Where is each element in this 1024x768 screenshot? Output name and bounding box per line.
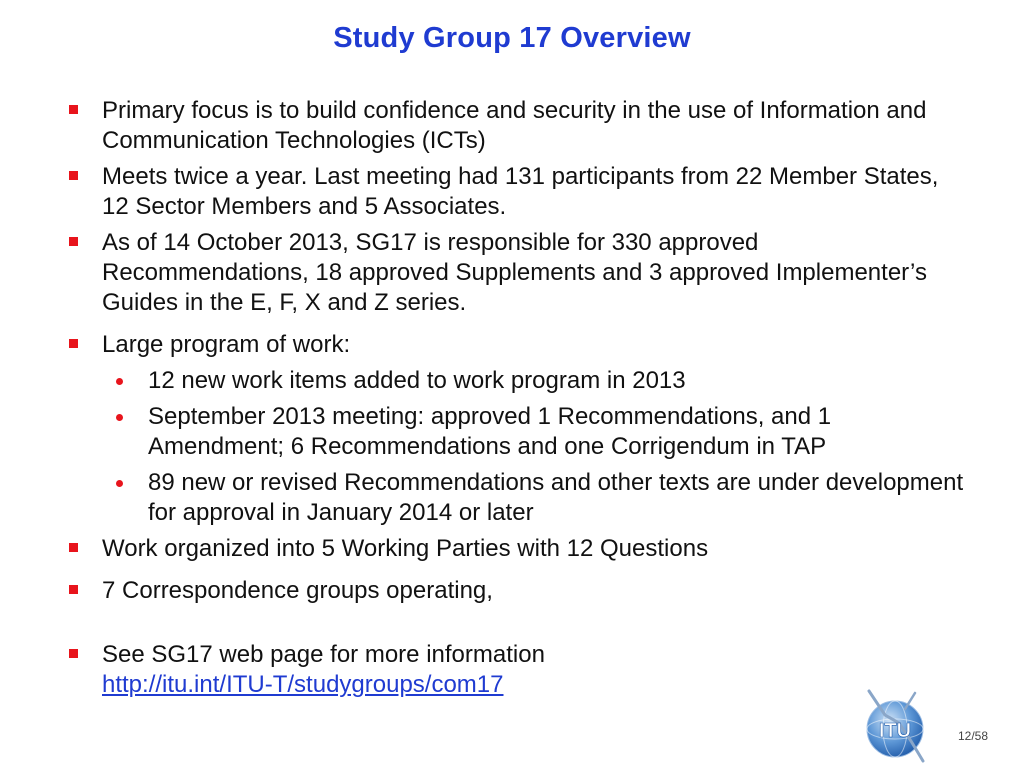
red-dot-bullet-icon <box>116 414 123 421</box>
sub-bullet-list <box>102 366 966 528</box>
bullet-text: As of 14 October 2013, SG17 is responsible for 330 approved Recommendations, 18 approved Supplements and 3 approved Implementer’s Guides in the E, F, X and Z series. <box>102 229 927 316</box>
bullet-text: Primary focus is to build confidence and security in the use of Information and Communication Technologies (ICTs) <box>102 97 927 154</box>
bullet-list <box>66 96 966 706</box>
red-dot-bullet-icon <box>116 378 123 385</box>
sub-bullet-text: 12 new work items added to work program in 2013 <box>148 367 686 394</box>
red-square-bullet-icon <box>69 649 78 658</box>
bullet-text: Meets twice a year. Last meeting had 131 participants from 22 Member States, 12 Sector Members and 5 Associates. <box>102 163 939 220</box>
red-square-bullet-icon <box>69 339 78 348</box>
bullet-item <box>66 162 966 222</box>
bullet-item <box>66 534 966 564</box>
red-square-bullet-icon <box>69 171 78 180</box>
bullet-item <box>66 330 966 528</box>
itu-globe-logo-icon <box>855 685 935 765</box>
red-square-bullet-icon <box>69 105 78 114</box>
bullet-item <box>66 640 966 700</box>
bullet-text: 7 Correspondence groups operating, <box>102 577 493 604</box>
bullet-text: Work organized into 5 Working Parties with 12 Questions <box>102 535 709 562</box>
sub-bullet-text: 89 new or revised Recommendations and other texts are under development for approval in January 2014 or later <box>148 469 964 526</box>
sub-bullet-item <box>102 366 966 396</box>
red-dot-bullet-icon <box>116 480 123 487</box>
sub-bullet-item <box>102 468 966 528</box>
logo-text: ITU <box>878 720 912 742</box>
bullet-item <box>66 96 966 156</box>
bullet-text: Large program of work: <box>102 331 351 358</box>
slide-title: Study Group 17 Overview <box>333 22 691 54</box>
bullet-item <box>66 228 966 318</box>
sub-bullet-text: September 2013 meeting: approved 1 Recommendations, and 1 Amendment; 6 Recommendations and one Corrigendum in TAP <box>148 403 832 460</box>
red-square-bullet-icon <box>69 543 78 552</box>
bullet-text: See SG17 web page for more information <box>102 641 545 668</box>
sg17-web-link[interactable]: http://itu.int/ITU-T/studygroups/com17 <box>102 671 504 698</box>
red-square-bullet-icon <box>69 585 78 594</box>
red-square-bullet-icon <box>69 237 78 246</box>
sub-bullet-item <box>102 402 966 462</box>
bullet-item <box>66 576 966 606</box>
page-number: 12/58 <box>958 729 989 743</box>
